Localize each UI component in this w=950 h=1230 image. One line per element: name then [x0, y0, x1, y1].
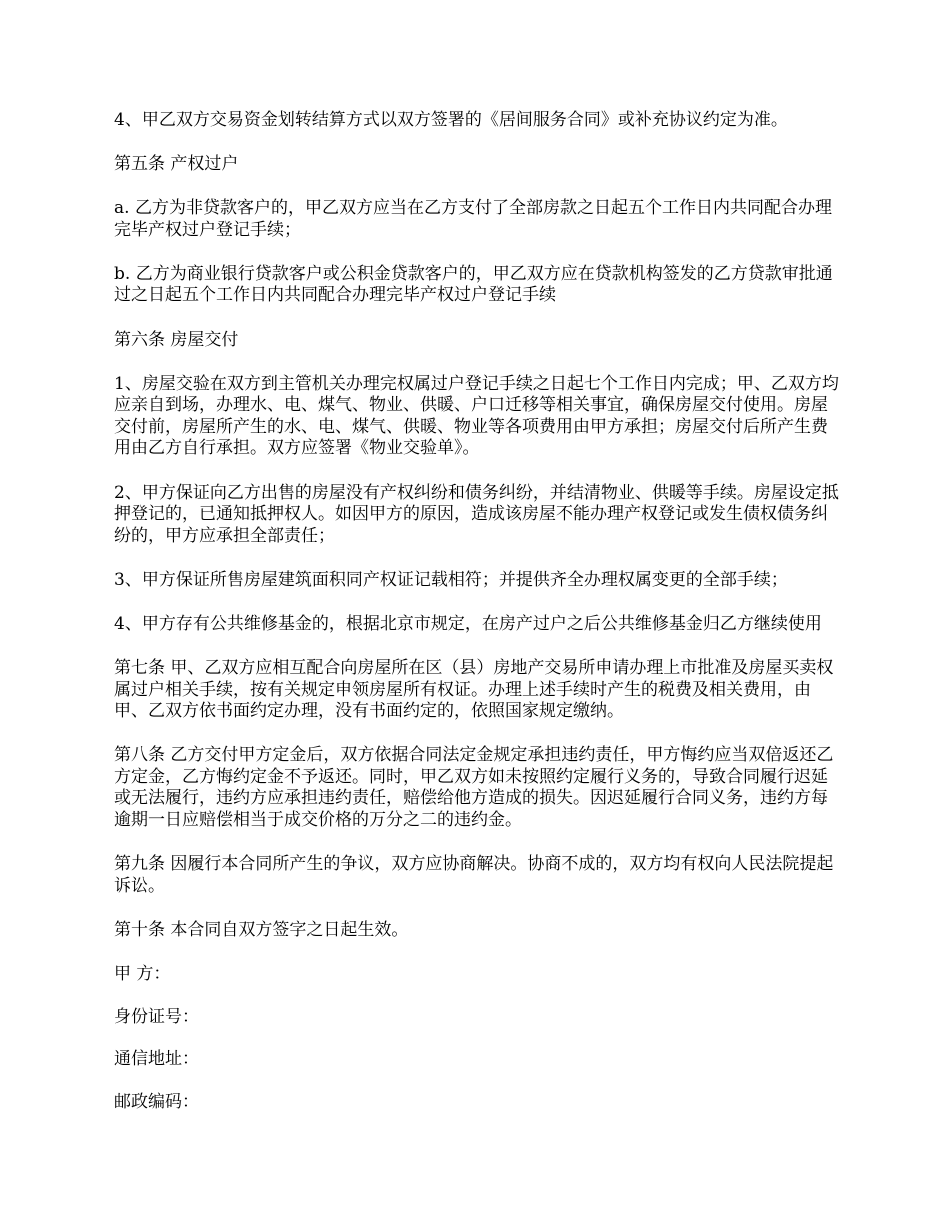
article-5-item-a: a. 乙方为非贷款客户的，甲乙双方应当在乙方支付了全部房款之日起五个工作日内共同配合办理完毕产权过户登记手续； — [114, 198, 832, 240]
article-10: 第十条 本合同自双方签字之日起生效。 — [114, 919, 409, 940]
article-6-item-3: 3、甲方保证所售房屋建筑面积同产权证记载相符；并提供齐全办理权属变更的全部手续； — [114, 569, 788, 590]
article-6-item-2: 2、甲方保证向乙方出售的房屋没有产权纠纷和债务纠纷，并结清物业、供暖等手续。房屋设定抵押登记的，已通知抵押权人。如因甲方的原因，造成该房屋不能办理产权登记或发生债权债务纠纷的，甲方应承担全部责任； — [114, 482, 839, 546]
article-9: 第九条 因履行本合同所产生的争议，双方应协商解决。协商不成的，双方均有权向人民法院提起诉讼。 — [114, 854, 834, 896]
article-7: 第七条 甲、乙双方应相互配合向房屋所在区（县）房地产交易所申请办理上市批准及房屋买卖权属过户相关手续，按有关规定申领房屋所有权证。办理上述手续时产生的税费及相关费用，由甲、乙双方依书面约定办理，没有书面约定的，依照国家规定缴纳。 — [114, 658, 834, 722]
document-body — [114, 110, 840, 1134]
clause-4-payment-settlement: 4、甲乙双方交易资金划转结算方式以双方签署的《居间服务合同》或补充协议约定为准。 — [114, 110, 788, 130]
article-8: 第八条 乙方交付甲方定金后，双方依据合同法定金规定承担违约责任，甲方悔约应当双倍返还乙方定金，乙方悔约定金不予返还。同时，甲乙双方如未按照约定履行义务的，导致合同履行迟延或无法履行，违约方应承担违约责任，赔偿给他方造成的损失。因迟延履行合同义务，违约方每逾期一日应赔偿相当于成交价格的万分之二的违约金。 — [114, 745, 834, 831]
postal-code-label: 邮政编码： — [114, 1091, 199, 1112]
article-6-heading: 第六条 房屋交付 — [114, 329, 239, 350]
party-a-label: 甲 方： — [114, 963, 171, 984]
id-number-label: 身份证号： — [114, 1006, 199, 1027]
article-5-item-b: b. 乙方为商业银行贷款客户或公积金贷款客户的，甲乙双方应在贷款机构签发的乙方贷款审批通过之日起五个工作日内共同配合办理完毕产权过户登记手续 — [114, 263, 833, 306]
article-6-item-1: 1、房屋交验在双方到主管机关办理完权属过户登记手续之日起七个工作日内完成；甲、乙双方均应亲自到场，办理水、电、煤气、物业、供暖、户口迁移等相关事宜，确保房屋交付使用。房屋交付前，房屋所产生的水、电、煤气、供暖、物业等各项费用由甲方承担；房屋交付后所产生费用由乙方自行承担。双方应签署《物业交验单》。 — [114, 373, 839, 459]
article-5-heading: 第五条 产权过户 — [114, 154, 239, 175]
mailing-address-label: 通信地址： — [114, 1049, 199, 1070]
article-6-item-4: 4、甲方存有公共维修基金的，根据北京市规定，在房产过户之后公共维修基金归乙方继续使用 — [114, 613, 822, 634]
